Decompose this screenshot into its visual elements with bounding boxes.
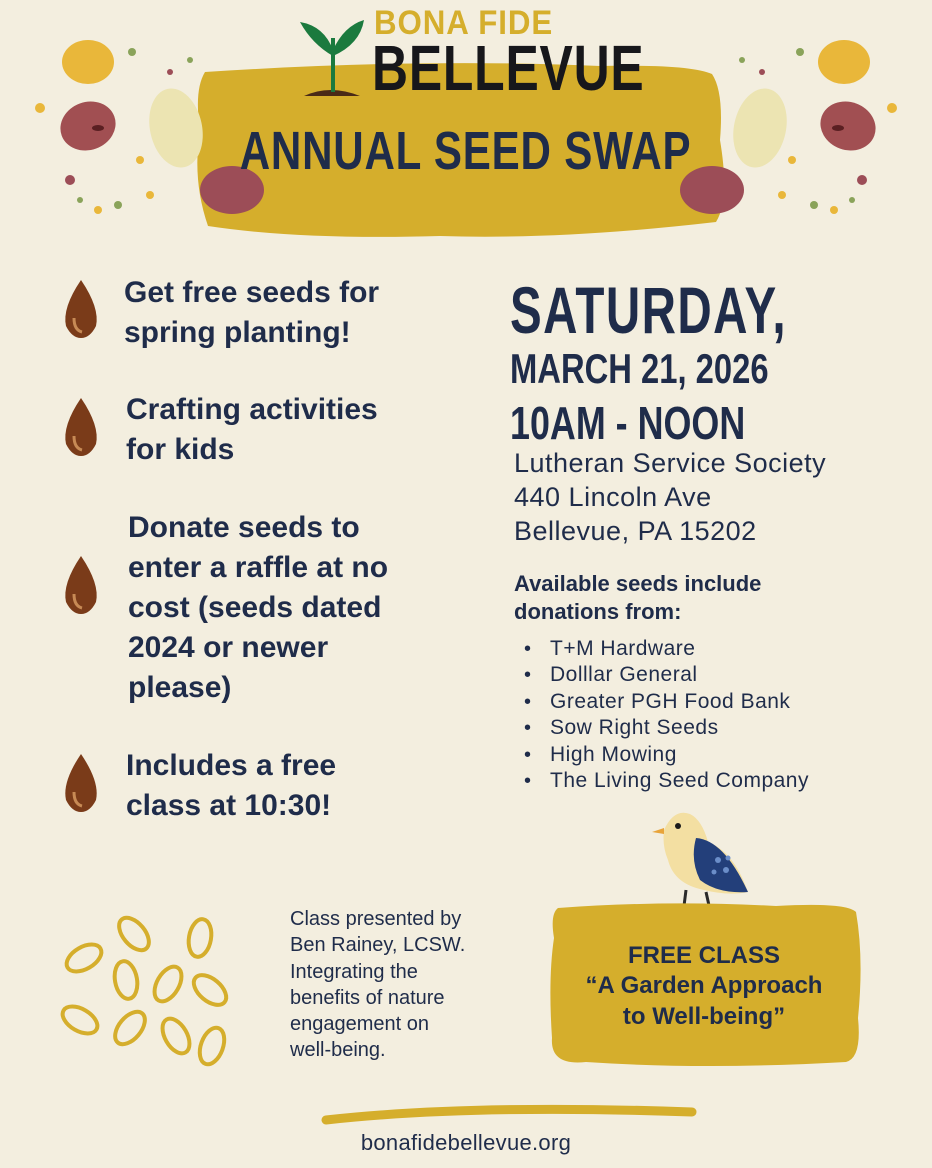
venue-name: Lutheran Service Society xyxy=(514,448,827,478)
seed-outline-icon xyxy=(60,908,240,1068)
list-item: • Sow Right Seeds xyxy=(524,715,809,741)
event-day: SATURDAY, xyxy=(510,273,788,347)
bullet-free-seeds: Get free seeds for spring planting! xyxy=(124,276,380,349)
free-class-label: FREE CLASS xyxy=(627,942,780,969)
brand-name-top: BONA FIDE xyxy=(374,4,554,42)
list-item: • T+M Hardware xyxy=(524,636,809,662)
venue-street: 440 Lincoln Ave xyxy=(514,482,712,512)
donor-list xyxy=(524,636,809,794)
event-time: 10AM - NOON xyxy=(510,397,746,449)
footer-divider xyxy=(320,1098,700,1128)
bullet-free-class: Includes a free class at 10:30! xyxy=(126,749,337,822)
list-item: • Greater PGH Food Bank xyxy=(524,689,809,715)
seed-icon xyxy=(60,554,102,616)
event-date: MARCH 21, 2026 xyxy=(510,345,769,392)
free-class-title-line1: “A Garden Approach xyxy=(585,972,823,999)
list-item: • High Mowing xyxy=(524,742,809,768)
class-description: Class presented by Ben Rainey, LCSW. Integrating the benefits of nature engagement on well-being. xyxy=(290,908,466,1062)
list-item: • Dolllar General xyxy=(524,662,809,688)
brand-name-bottom: BELLEVUE xyxy=(372,32,645,104)
event-title: ANNUAL SEED SWAP xyxy=(240,121,692,181)
free-class-title-line2: to Well-being” xyxy=(622,1003,786,1030)
seed-icon xyxy=(60,752,102,814)
venue-city: Bellevue, PA 15202 xyxy=(514,516,757,546)
seed-icon xyxy=(60,396,102,458)
seeds-heading: Available seeds include donations from: xyxy=(514,571,762,624)
bullet-crafting: Crafting activities for kids xyxy=(126,393,378,466)
seed-icon xyxy=(60,278,102,340)
list-item: • The Living Seed Company xyxy=(524,768,809,794)
website-link[interactable]: bonafidebellevue.org xyxy=(360,1130,572,1155)
bullet-donate-seeds: Donate seeds to enter a raffle at no cost (seeds dated 2024 or newer please) xyxy=(128,511,389,704)
